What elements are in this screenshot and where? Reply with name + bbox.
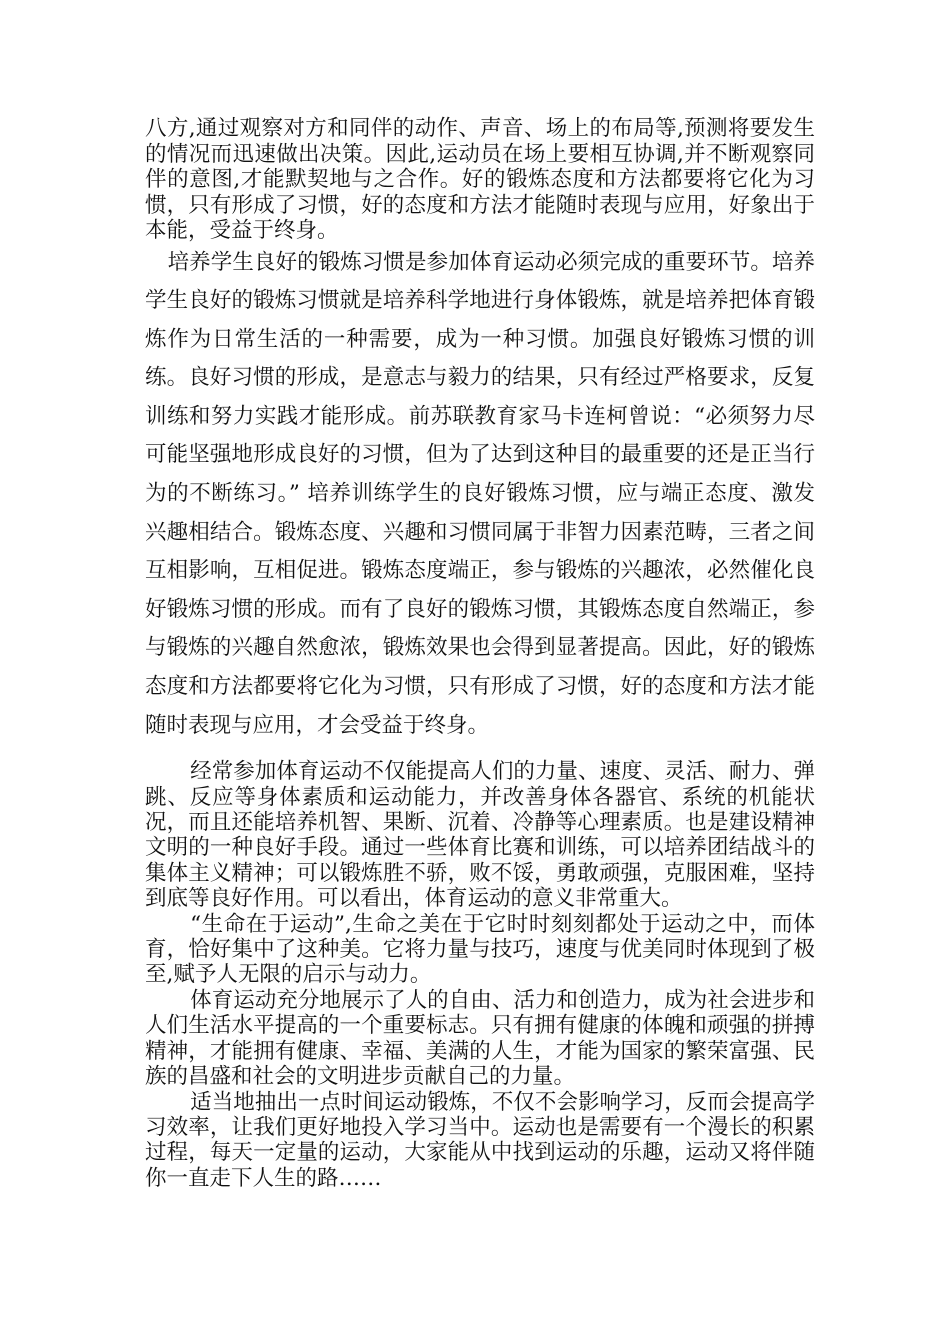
paragraph-exercise-time: 适当地抽出一点时间运动锻炼，不仅不会影响学习，反而会提高学习效率，让我们更好地投入学习当中。运动也是需要有一个漫长的积累过程，每天一定量的运动，大家能从中找到运动的乐趣，运动又将伴随你一直走下人生的路…… bbox=[145, 1089, 815, 1191]
paragraph-habits: 培养学生良好的锻炼习惯是参加体育运动必须完成的重要环节。培养学生良好的锻炼习惯就是培养科学地进行身体锻炼，就是培养把体育锻炼作为日常生活的一种需要，成为一种习惯。加强良好锻炼习惯的训练。良好习惯的形成，是意志与毅力的结果，只有经过严格要求，反复训练和努力实践才能形成。前苏联教育家马卡连柯曾说：“必须努力尽可能坚强地形成良好的习惯，但为了达到这种目的最重要的还是正当行为的不断练习。” 培养训练学生的良好锻炼习惯，应与端正态度、激发兴趣相结合。锻炼态度、兴趣和习惯同属于非智力因素范畴，三者之间互相影响，互相促进。锻炼态度端正，参与锻炼的兴趣浓，必然催化良好锻炼习惯的形成。而有了良好的锻炼习惯，其锻炼态度自然端正，参与锻炼的兴趣自然愈浓，锻炼效果也会得到显著提高。因此，好的锻炼态度和方法都要将它化为习惯，只有形成了习惯，好的态度和方法才能随时表现与应用，才会受益于终身。 bbox=[145, 249, 815, 738]
document-page bbox=[145, 116, 815, 1191]
paragraph-social-progress: 体育运动充分地展示了人的自由、活力和创造力，成为社会进步和人们生活水平提高的一个重要标志。只有拥有健康的体魄和顽强的拼搏精神，才能拥有健康、幸福、美满的人生，才能为国家的繁荣富强、民族的昌盛和社会的文明进步贡献自己的力量。 bbox=[145, 987, 815, 1090]
paragraph-continuation: 八方,通过观察对方和同伴的动作、声音、场上的布局等,预测将要发生的情况而迅速做出决策。因此,运动员在场上要相互协调,并不断观察同伴的意图,才能默契地与之合作。好的锻炼态度和方法都要将它化为习惯，只有形成了习惯，好的态度和方法才能随时表现与应用，好象出于本能，受益于终身。 bbox=[145, 116, 815, 243]
text-block-bottom bbox=[145, 759, 815, 1191]
text-block-top bbox=[145, 116, 815, 244]
paragraph-benefits: 经常参加体育运动不仅能提高人们的力量、速度、灵活、耐力、弹跳、反应等身体素质和运动能力，并改善身体各器官、系统的机能状况，而且还能培养机智、果断、沉着、冷静等心理素质。也是建设精神文明的一种良好手段。通过一些体育比赛和训练，可以培养团结战斗的集体主义精神；可以锻炼胜不骄，败不馁，勇敢顽强，克服困难，坚持到底等良好作用。可以看出，体育运动的意义非常重大。 bbox=[145, 759, 815, 912]
text-block-middle bbox=[145, 244, 815, 746]
paragraph-life-motion: “生命在于运动”,生命之美在于它时时刻刻都处于运动之中，而体育，恰好集中了这种美。它将力量与技巧，速度与优美同时体现到了极至,赋予人无限的启示与动力。 bbox=[145, 911, 815, 988]
